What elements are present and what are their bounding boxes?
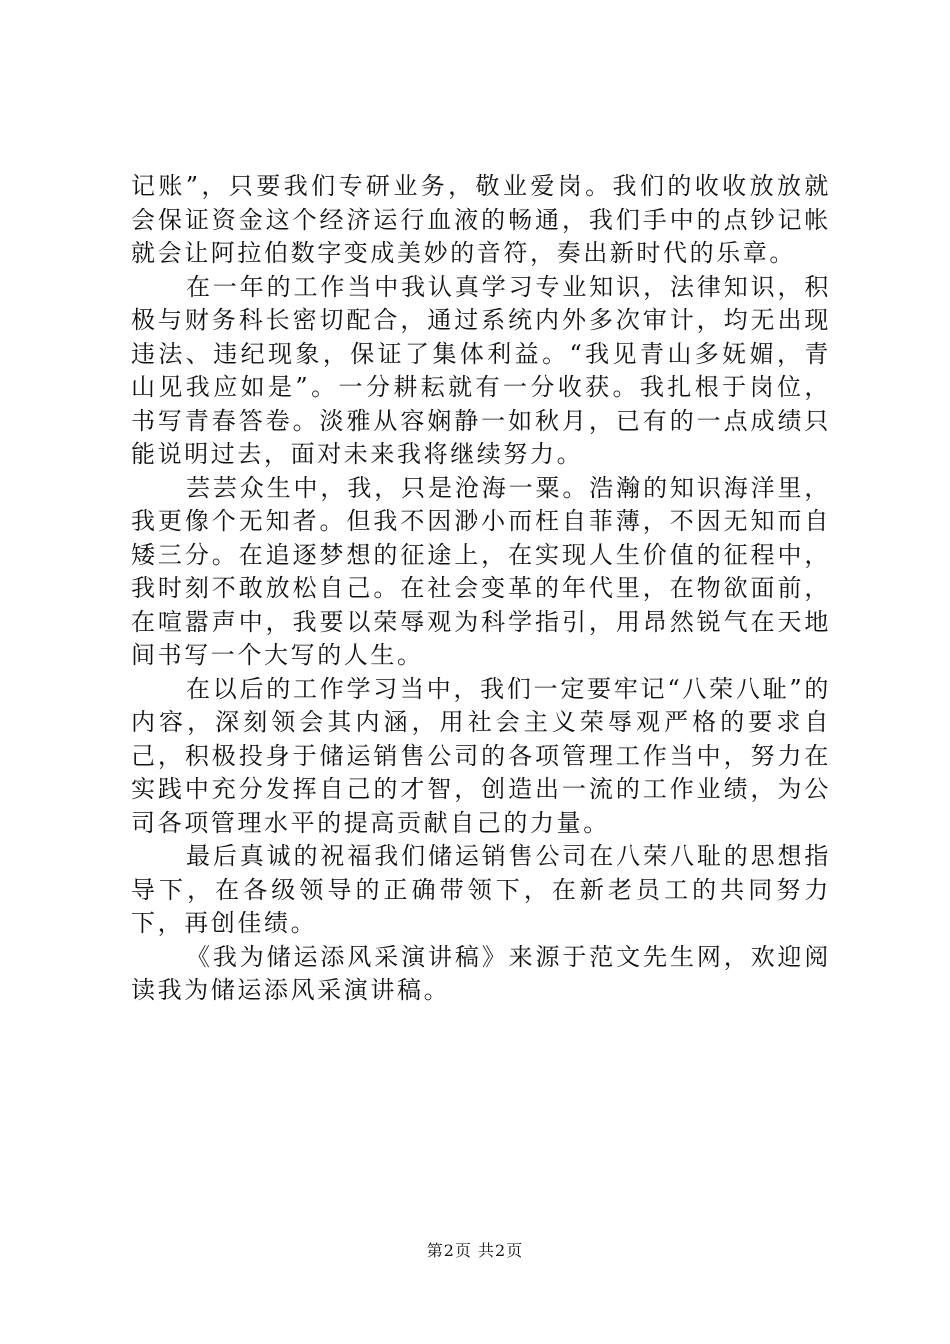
page-number-footer: 第2页 共2页: [426, 1241, 524, 1260]
paragraph-5: 最后真诚的祝福我们储运销售公司在八荣八耻的思想指导下，在各级领导的正确带领下，在新老员工的共同努力下，再创佳绩。: [131, 842, 831, 937]
paragraph-1: 记账”，只要我们专研业务，敬业爱岗。我们的收收放放就会保证资金这个经济运行血液的畅通，我们手中的点钞记帐就会让阿拉伯数字变成美妙的音符，奏出新时代的乐章。: [131, 172, 831, 267]
paragraph-4: 在以后的工作学习当中，我们一定要牢记“八荣八耻”的内容，深刻领会其内涵，用社会主义荣辱观严格的要求自己，积极投身于储运销售公司的各项管理工作当中，努力在实践中充分发挥自己的才智，创造出一流的工作业绩，为公司各项管理水平的提高贡献自己的力量。: [131, 674, 831, 837]
document-body: [131, 170, 831, 1008]
paragraph-3: 芸芸众生中，我，只是沧海一粟。浩瀚的知识海洋里，我更像个无知者。但我不因渺小而枉自菲薄，不因无知而自矮三分。在追逐梦想的征途上，在实现人生价值的征程中，我时刻不敢放松自己。在社会变革的年代里，在物欲面前，在喧嚣声中，我要以荣辱观为科学指引，用昂然锐气在天地间书写一个大写的人生。: [131, 473, 831, 669]
paragraph-6: 《我为储运添风采演讲稿》来源于范文先生网，欢迎阅读我为储运添风采演讲稿。: [131, 942, 831, 1004]
paragraph-2: 在一年的工作当中我认真学习专业知识，法律知识，积极与财务科长密切配合，通过系统内外多次审计，均无出现违法、违纪现象，保证了集体利益。“我见青山多妩媚，青山见我应如是”。一分耕耘就有一分收获。我扎根于岗位，书写青春答卷。淡雅从容娴静一如秋月，已有的一点成绩只能说明过去，面对未来我将继续努力。: [131, 272, 831, 468]
